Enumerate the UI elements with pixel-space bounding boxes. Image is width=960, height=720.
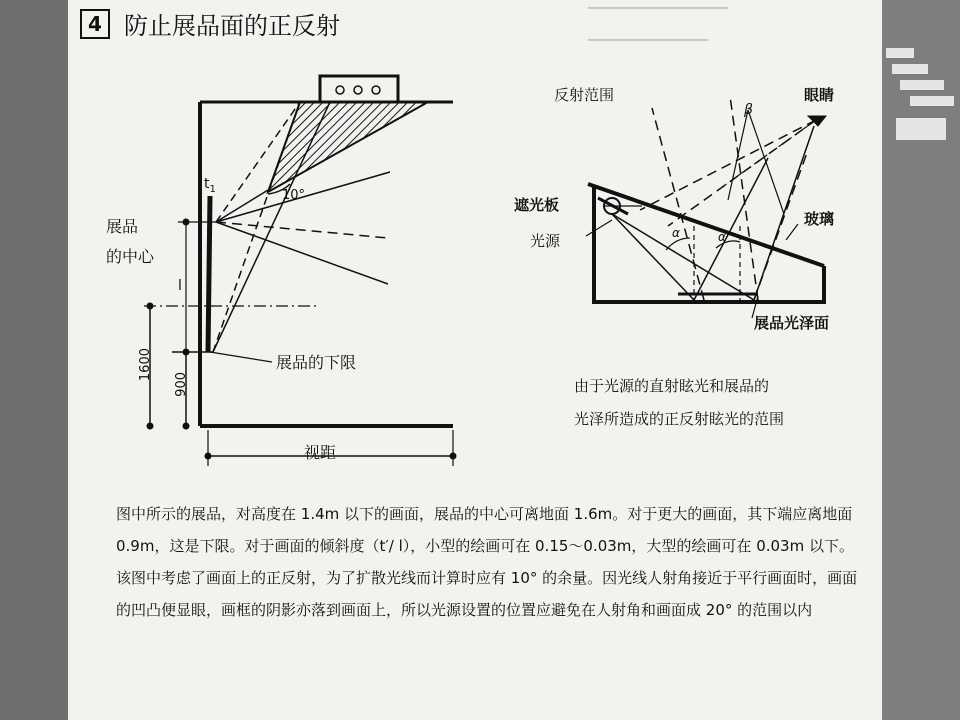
figure-caption [574,370,874,436]
dim-1600-label: 1600 [138,348,153,382]
caption-line-1: 由于光源的直射眩光和展品的 [574,377,770,395]
t1-label [204,176,216,195]
glass-label: 玻璃 [804,210,835,228]
beta-label: β [744,102,753,118]
page-title: 防止展品面的正反射 [124,12,340,40]
decorative-stairs [910,96,954,106]
bleed-through-text: ▔▔▔▔▔▔▔▔▔▔▔▔ [588,40,708,55]
bleed-through-text: ▔▔▔▔▔▔▔▔▔▔▔▔▔▔ [588,8,728,23]
section-number-box: 4 [80,9,110,39]
shade-panel-label: 遮光板 [514,196,560,214]
exhibit-center-label-1: 展品 [106,217,139,236]
l-label: l [178,278,182,294]
lower-limit-label: 展品的下限 [276,353,357,372]
t-label: t [204,176,210,192]
right-figure-drawing [586,96,826,318]
gloss-surface-label: 展品光泽面 [754,314,830,332]
left-frame-strip [0,0,68,720]
caption-line-2: 光泽所造成的正反射眩光的范围 [574,410,785,428]
decorative-stairs [900,80,944,90]
right-frame-strip [882,0,960,720]
dim-900-label: 900 [174,372,189,397]
decorative-stairs [896,118,946,140]
left-figure-drawing [144,76,456,466]
eye-label: 眼睛 [804,86,835,104]
light-source-label: 光源 [530,232,561,250]
decorative-stairs [892,64,928,74]
t-subscript: 1 [209,183,216,195]
viewing-distance-label: 视距 [304,443,337,462]
exhibit-center-label-2: 的中心 [106,247,155,266]
scanned-page [68,0,882,720]
alpha-label: α [718,230,726,244]
angle-10-label: 10° [282,188,306,203]
body-paragraph: 图中所示的展品，对高度在 1.4m 以下的画面，展品的中心可离地面 1.6m。对于更大的画面，其下端应离地面 0.9m，这是下限。对于画面的倾斜度（t′/ l），小型的绘画可在 0.15～0.03m，大型的绘画可在 0.03m 以下。该图中考虑了画面上的正反射，为了扩散光线而计算时应有 10° 的余量。因光线人射角接近于平行画面时，画面的凹凸便显眼，画框的阴影亦落到画面上，所以光源设置的位置应避免在人射角和画面成 20° 的范围以内 [116,505,858,619]
alpha-label: α [672,226,680,240]
decorative-stairs [886,48,914,58]
reflection-range-label: 反射范围 [554,86,615,104]
